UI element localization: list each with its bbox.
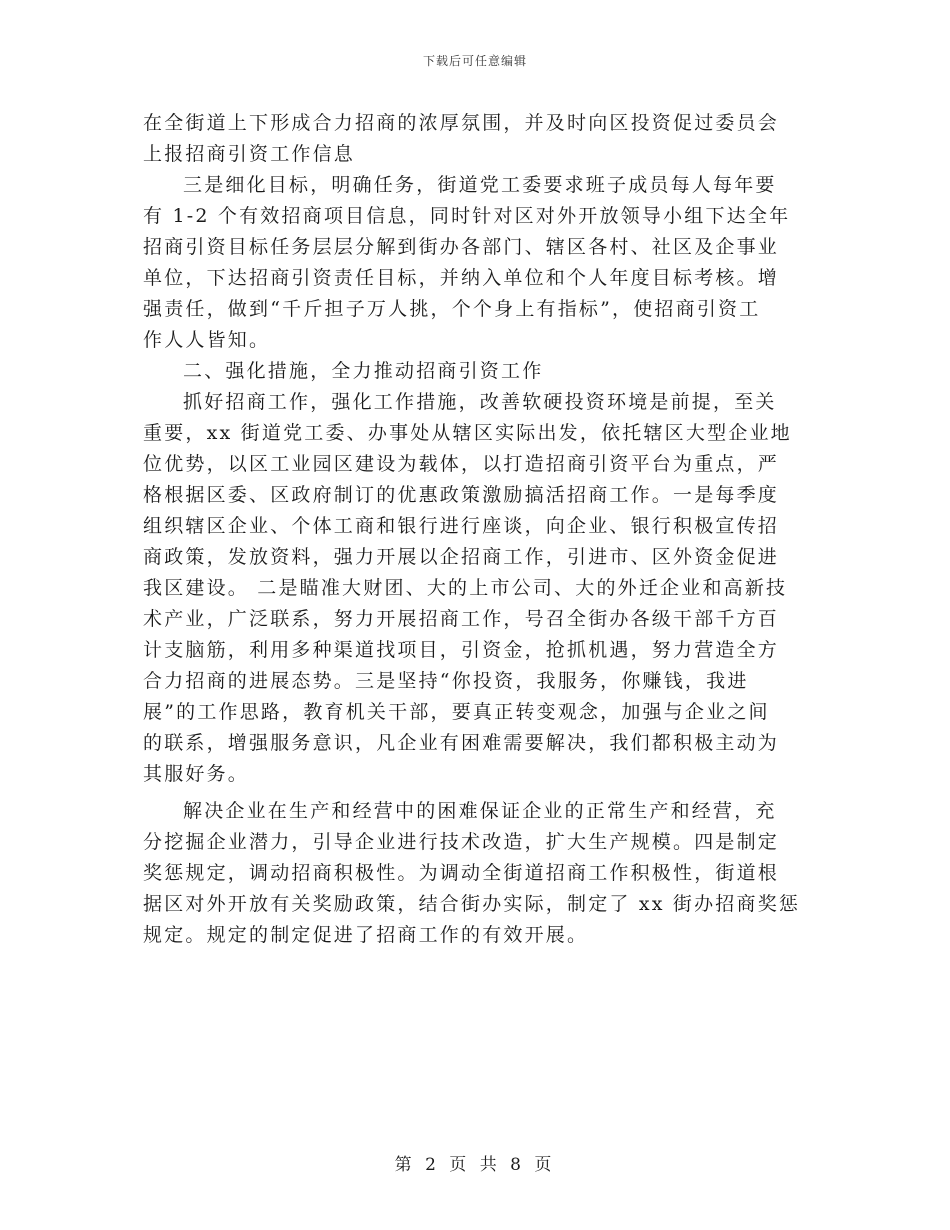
body-line: 作人人皆知。 [143, 329, 271, 351]
document-body [143, 108, 807, 951]
body-line: 在全街道上下形成合力招商的浓厚氛围，并及时向区投资促过委员会 [143, 112, 780, 134]
body-line: 商政策，发放资料，强力开展以企招商工作，引进市、区外资金促进 [143, 546, 780, 568]
paragraph-start: 解决企业在生产和经营中的困难保证企业的正常生产和经营，充 [183, 800, 777, 822]
body-line: 重要，xx 街道党工委、办事处从辖区实际出发，依托辖区大型企业地 [143, 422, 792, 444]
body-line: 术产业，广泛联系，努力开展招商工作，号召全街办各级干部千方百 [143, 608, 780, 630]
body-line: 展”的工作思路，教育机关干部，要真正转变观念，加强与企业之间 [143, 701, 770, 723]
body-line: 分挖掘企业潜力，引导企业进行技术改造，扩大生产规模。四是制定 [143, 831, 780, 853]
body-line: 位优势，以区工业园区建设为载体，以打造招商引资平台为重点，严 [143, 453, 780, 475]
paragraph-start: 抓好招商工作，强化工作措施，改善软硬投资环境是前提，至关 [183, 391, 777, 413]
body-line: 据区对外开放有关奖励政策，结合街办实际，制定了 xx 街办招商奖惩 [143, 893, 801, 915]
paragraph-start: 三是细化目标，明确任务，街道党工委要求班子成员每人每年要 [183, 174, 777, 196]
body-line: 奖惩规定，调动招商积极性。为调动全街道招商工作积极性，街道根 [143, 862, 780, 884]
section-heading: 二、强化措施，全力推动招商引资工作 [183, 360, 544, 382]
body-line: 其服好务。 [143, 763, 250, 785]
body-line: 的联系，增强服务意识，凡企业有困难需要解决，我们都积极主动为 [143, 732, 780, 754]
page-number: 第 2 页 共 8 页 [394, 1155, 556, 1175]
body-line: 合力招商的进展态势。三是坚持“你投资，我服务，你赚钱，我进 [143, 670, 749, 692]
body-line: 强责任，做到“千斤担子万人挑，个个身上有指标”，使招商引资工 [143, 298, 761, 320]
body-line: 组织辖区企业、个体工商和银行进行座谈，向企业、银行积极宣传招 [143, 515, 780, 537]
body-line: 我区建设。 二是瞄准大财团、大的上市公司、大的外迁企业和高新技 [143, 577, 788, 599]
body-line: 规定。规定的制定促进了招商工作的有效开展。 [143, 924, 589, 946]
body-line: 格根据区委、区政府制订的优惠政策激励搞活招商工作。一是每季度 [143, 484, 780, 506]
body-line: 单位，下达招商引资责任目标，并纳入单位和个人年度目标考核。增 [143, 267, 780, 289]
body-line: 上报招商引资工作信息 [143, 143, 356, 165]
body-line: 有 1-2 个有效招商项目信息，同时针对区对外开放领导小组下达全年 [143, 205, 791, 227]
page-header-note: 下载后可任意编辑 [422, 54, 527, 68]
body-line: 招商引资目标任务层层分解到街办各部门、辖区各村、社区及企事业 [143, 236, 780, 258]
body-line: 计支脑筋，利用多种渠道找项目，引资金，抢抓机遇，努力营造全方 [143, 639, 780, 661]
